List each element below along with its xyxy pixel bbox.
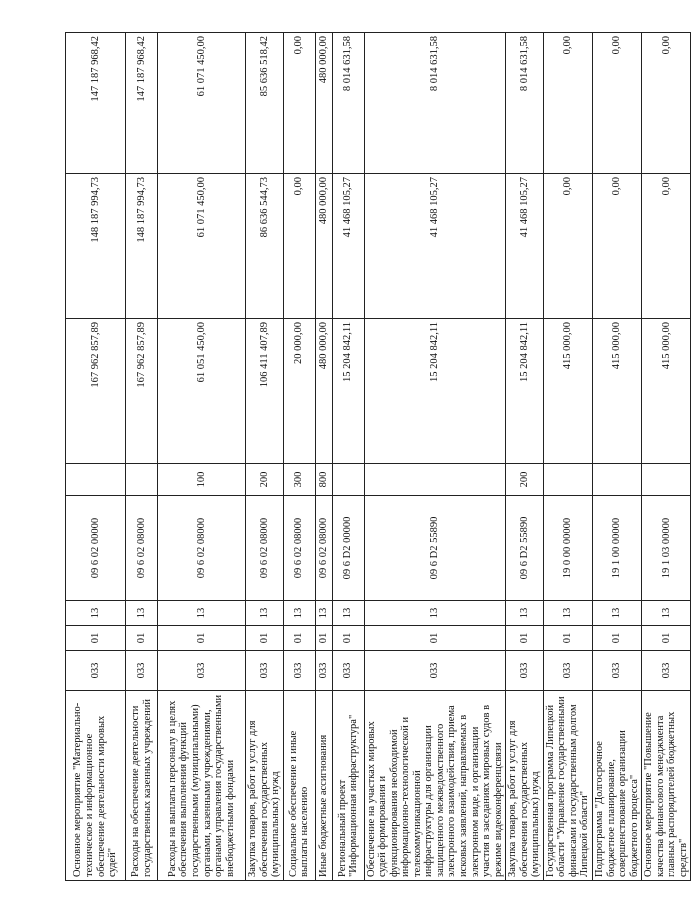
row-expense-type-cell: 300 bbox=[283, 464, 315, 496]
row-section-cell: 01 bbox=[332, 626, 364, 651]
row-section-cell: 01 bbox=[283, 626, 315, 651]
table-row bbox=[506, 33, 544, 881]
row-target-article-cell: 09 6 02 08000 bbox=[315, 496, 332, 601]
row-target-article-cell: 09 6 02 00000 bbox=[66, 496, 126, 601]
row-subsection-cell: 13 bbox=[283, 601, 315, 626]
row-glava-cell: 033 bbox=[506, 651, 544, 691]
row-name-cell: Расходы на выплаты персоналу в целях обеспечения выполнения функций государственными (муниципальными) органами, казенными учреждениями, органами управления государственными внебюджетными фондами bbox=[158, 691, 246, 881]
row-name-cell: Основное мероприятие "Материально-техническое и информационное обеспечение деятельности мировых судей" bbox=[66, 691, 126, 881]
row-glava-cell: 033 bbox=[66, 651, 126, 691]
row-section-cell: 01 bbox=[543, 626, 592, 651]
row-glava-cell: 033 bbox=[158, 651, 246, 691]
row-amount-year2-cell: 61 071 450,00 bbox=[158, 174, 246, 319]
row-name-cell: Закупка товаров, работ и услуг для обеспечения государственных (муниципальных) нужд bbox=[246, 691, 284, 881]
row-expense-type-cell: 800 bbox=[315, 464, 332, 496]
row-expense-type-cell bbox=[66, 464, 126, 496]
row-section-cell: 01 bbox=[126, 626, 158, 651]
row-section-cell: 01 bbox=[158, 626, 246, 651]
row-expense-type-cell: 200 bbox=[246, 464, 284, 496]
table-row bbox=[158, 33, 246, 881]
table-row bbox=[593, 33, 642, 881]
row-name-cell: Закупка товаров, работ и услуг для обеспечения государственных (муниципальных) нужд bbox=[506, 691, 544, 881]
row-subsection-cell: 13 bbox=[332, 601, 364, 626]
row-amount-year3-cell: 8 014 631,58 bbox=[506, 33, 544, 174]
row-expense-type-cell: 200 bbox=[506, 464, 544, 496]
row-section-cell: 01 bbox=[506, 626, 544, 651]
table-row bbox=[126, 33, 158, 881]
row-amount-year2-cell: 148 187 994,73 bbox=[126, 174, 158, 319]
row-name-cell: Основное мероприятие "Повышение качества финансового менеджмента главных распорядителей бюджетных средств" bbox=[642, 691, 691, 881]
row-name-cell: Государственная программа Липецкой области "Управление государственными финансами и государственным долгом Липецкой области" bbox=[543, 691, 592, 881]
table-row bbox=[283, 33, 315, 881]
row-amount-year2-cell: 148 187 994,73 bbox=[66, 174, 126, 319]
row-section-cell: 01 bbox=[593, 626, 642, 651]
row-subsection-cell: 13 bbox=[593, 601, 642, 626]
row-name-cell: Социальное обеспечение и иные выплаты населению bbox=[283, 691, 315, 881]
row-amount-year1-cell: 415 000,00 bbox=[543, 319, 592, 464]
row-name-cell: Расходы на обеспечение деятельности государственных казенных учреждений bbox=[126, 691, 158, 881]
row-name-cell: Иные бюджетные ассигнования bbox=[315, 691, 332, 881]
row-target-article-cell: 09 6 02 08000 bbox=[158, 496, 246, 601]
table-row bbox=[364, 33, 506, 881]
row-subsection-cell: 13 bbox=[126, 601, 158, 626]
row-amount-year1-cell: 61 051 450,00 bbox=[158, 319, 246, 464]
row-target-article-cell: 19 1 03 00000 bbox=[642, 496, 691, 601]
row-expense-type-cell bbox=[364, 464, 506, 496]
row-target-article-cell: 09 6 D2 55890 bbox=[364, 496, 506, 601]
row-name-cell: Обеспечение на участках мировых судей формирования и функционирования необходимой информационно-технологической и телекоммуникационной инфраструктуры для организации защищенного межведомственного электронного взаимодействия, приема исковых заявлений, направляемых в электронном виде, и организации участия в заседаниях мировых судов в режиме видеоконференцсвязи bbox=[364, 691, 506, 881]
row-amount-year1-cell: 480 000,00 bbox=[315, 319, 332, 464]
document-page bbox=[65, 33, 689, 881]
row-subsection-cell: 13 bbox=[246, 601, 284, 626]
row-glava-cell: 033 bbox=[315, 651, 332, 691]
row-target-article-cell: 09 6 D2 55890 bbox=[506, 496, 544, 601]
row-subsection-cell: 13 bbox=[642, 601, 691, 626]
row-expense-type-cell bbox=[543, 464, 592, 496]
row-expense-type-cell bbox=[593, 464, 642, 496]
row-name-cell: Подпрограмма "Долгосрочное бюджетное планирование, совершенствование организации бюджетного процесса" bbox=[593, 691, 642, 881]
row-amount-year3-cell: 0,00 bbox=[642, 33, 691, 174]
row-subsection-cell: 13 bbox=[315, 601, 332, 626]
row-amount-year3-cell: 8 014 631,58 bbox=[364, 33, 506, 174]
row-amount-year2-cell: 41 468 105,27 bbox=[364, 174, 506, 319]
row-amount-year3-cell: 61 071 450,00 bbox=[158, 33, 246, 174]
row-amount-year2-cell: 0,00 bbox=[593, 174, 642, 319]
row-amount-year2-cell: 480 000,00 bbox=[315, 174, 332, 319]
row-subsection-cell: 13 bbox=[543, 601, 592, 626]
row-amount-year2-cell: 0,00 bbox=[543, 174, 592, 319]
row-target-article-cell: 09 6 02 08000 bbox=[246, 496, 284, 601]
row-name-cell: Региональный проект "Информационная инфраструктура" bbox=[332, 691, 364, 881]
row-amount-year3-cell: 147 187 968,42 bbox=[66, 33, 126, 174]
row-amount-year3-cell: 480 000,00 bbox=[315, 33, 332, 174]
row-amount-year3-cell: 85 636 518,42 bbox=[246, 33, 284, 174]
row-subsection-cell: 13 bbox=[364, 601, 506, 626]
row-glava-cell: 033 bbox=[283, 651, 315, 691]
row-section-cell: 01 bbox=[66, 626, 126, 651]
row-amount-year2-cell: 41 468 105,27 bbox=[332, 174, 364, 319]
table-row bbox=[66, 33, 126, 881]
row-amount-year1-cell: 167 962 857,89 bbox=[66, 319, 126, 464]
row-glava-cell: 033 bbox=[642, 651, 691, 691]
row-expense-type-cell: 100 bbox=[158, 464, 246, 496]
table-row bbox=[246, 33, 284, 881]
row-target-article-cell: 19 0 00 00000 bbox=[543, 496, 592, 601]
row-glava-cell: 033 bbox=[593, 651, 642, 691]
row-section-cell: 01 bbox=[642, 626, 691, 651]
row-target-article-cell: 09 6 02 08000 bbox=[283, 496, 315, 601]
row-amount-year1-cell: 415 000,00 bbox=[642, 319, 691, 464]
row-glava-cell: 033 bbox=[246, 651, 284, 691]
budget-table bbox=[65, 32, 691, 881]
row-glava-cell: 033 bbox=[543, 651, 592, 691]
row-amount-year2-cell: 0,00 bbox=[283, 174, 315, 319]
row-target-article-cell: 09 6 02 08000 bbox=[126, 496, 158, 601]
row-amount-year2-cell: 86 636 544,73 bbox=[246, 174, 284, 319]
row-amount-year3-cell: 0,00 bbox=[543, 33, 592, 174]
row-subsection-cell: 13 bbox=[506, 601, 544, 626]
row-target-article-cell: 09 6 D2 00000 bbox=[332, 496, 364, 601]
row-section-cell: 01 bbox=[364, 626, 506, 651]
row-glava-cell: 033 bbox=[332, 651, 364, 691]
row-amount-year3-cell: 0,00 bbox=[283, 33, 315, 174]
row-amount-year3-cell: 147 187 968,42 bbox=[126, 33, 158, 174]
row-expense-type-cell bbox=[642, 464, 691, 496]
row-expense-type-cell bbox=[126, 464, 158, 496]
row-glava-cell: 033 bbox=[364, 651, 506, 691]
row-expense-type-cell bbox=[332, 464, 364, 496]
row-amount-year1-cell: 15 204 842,11 bbox=[332, 319, 364, 464]
row-amount-year1-cell: 167 962 857,89 bbox=[126, 319, 158, 464]
table-row bbox=[642, 33, 691, 881]
row-amount-year2-cell: 41 468 105,27 bbox=[506, 174, 544, 319]
row-section-cell: 01 bbox=[246, 626, 284, 651]
row-target-article-cell: 19 1 00 00000 bbox=[593, 496, 642, 601]
table-row bbox=[315, 33, 332, 881]
row-amount-year1-cell: 15 204 842,11 bbox=[506, 319, 544, 464]
row-amount-year1-cell: 106 411 407,89 bbox=[246, 319, 284, 464]
row-amount-year3-cell: 8 014 631,58 bbox=[332, 33, 364, 174]
row-subsection-cell: 13 bbox=[158, 601, 246, 626]
row-amount-year1-cell: 20 000,00 bbox=[283, 319, 315, 464]
table-row bbox=[543, 33, 592, 881]
row-amount-year3-cell: 0,00 bbox=[593, 33, 642, 174]
row-glava-cell: 033 bbox=[126, 651, 158, 691]
row-amount-year1-cell: 415 000,00 bbox=[593, 319, 642, 464]
table-row bbox=[332, 33, 364, 881]
row-section-cell: 01 bbox=[315, 626, 332, 651]
row-amount-year1-cell: 15 204 842,11 bbox=[364, 319, 506, 464]
row-subsection-cell: 13 bbox=[66, 601, 126, 626]
row-amount-year2-cell: 0,00 bbox=[642, 174, 691, 319]
